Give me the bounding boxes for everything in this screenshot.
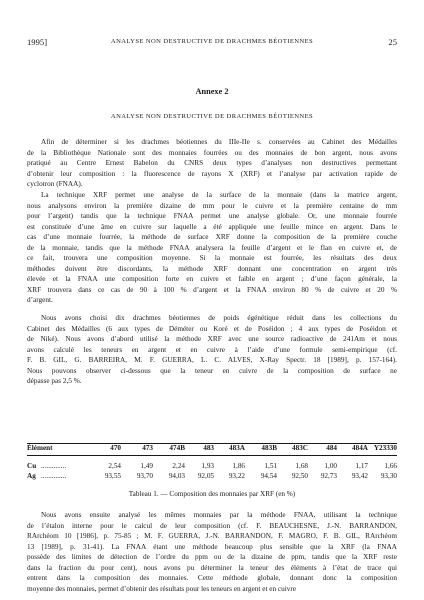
table-cell: 93,22	[228, 472, 245, 480]
leader-dots: ..............	[41, 462, 67, 470]
leader-dots: ..............	[41, 472, 67, 480]
row-label: Cu	[27, 462, 37, 470]
text-line: Nous avons ensuite analysé les mêmes monnaies par la méthode FNAA, utilisant la technique	[41, 511, 397, 519]
text-line: d’argent.	[27, 296, 53, 305]
text-line: dans la fraction du pour cent), nous avons pu déterminer la teneur des éléments à l’état de trace qui	[27, 563, 397, 572]
paragraph-4	[27, 510, 397, 594]
table-cell: 2,54	[108, 462, 121, 470]
text-line: entrent dans la composition des monnaies. Cette méthode globale, donnant donc la composition	[27, 574, 397, 583]
text-line: est constituée d’une âme en cuivre sur laquelle a été appliquée une feuille mince en argent. Dans le	[27, 222, 397, 231]
table-cell: 93,42	[351, 472, 368, 480]
table-cell: 1,51	[264, 462, 277, 470]
annex-title: Annexe 2	[195, 87, 229, 96]
table-row	[27, 462, 397, 472]
running-header-year: 1995]	[27, 37, 48, 47]
table-column-header: Y23330	[373, 444, 397, 452]
text-line: avons calculé les teneurs en argent et en cuivre à l’aide d’une formule semi-empirique (cf.	[27, 345, 397, 354]
text-line: cyclotron (FNAA).	[27, 180, 83, 189]
table-cell: 1,66	[384, 462, 397, 470]
text-line: 13 [1989], p. 31-41). La FNAA étant une méthode beaucoup plus sensible que la XRF (la FNAA	[27, 542, 397, 551]
text-line: dépasse pas 2,5 %.	[27, 377, 82, 386]
row-label: Ag	[27, 472, 36, 480]
table-row	[27, 472, 397, 482]
text-line: La technique XRF permet une analyse de la surface de la monnaie (dans la matrice argent,	[41, 191, 397, 199]
table-column-header: 470	[110, 444, 121, 452]
table-cell: 1,93	[201, 462, 214, 470]
paragraph-1	[27, 137, 397, 190]
table-column-header: 474B	[169, 444, 185, 452]
text-line: RArchéom 10 [1986], p. 75-85 ; M. F. GUERRA, J.-N. BARRANDON, F. MAGRO, F. B. GIL, RArchéom	[27, 532, 397, 541]
text-line: d’obtenir leur composition : la fluorescence de rayons X (XRF) et l’analyse par activation rapide de	[27, 169, 397, 178]
table-column-header: 484A	[352, 444, 368, 452]
table-column-header: 483B	[261, 444, 277, 452]
text-line: F. B. GIL, G. BARREIRA, M. F. GUERRA, L. C. ALVES, X-Ray Spectr. 18 [1989], p. 157-164).	[27, 356, 397, 365]
table-cell: 1,86	[232, 462, 245, 470]
paragraph-2	[27, 190, 397, 306]
paragraph-3	[27, 313, 397, 387]
text-line: de l’étalon interne pour le calcul de leur composition (cf. F. BEAUCHESNE, J.-N. BARRANDON,	[27, 521, 397, 530]
table-column-header: 484	[326, 444, 337, 452]
table-cell: 94,54	[260, 472, 277, 480]
text-line: pour l’argent) tandis que la technique FNAA permet une analyse globale. Or, une monnaie fourrée	[27, 212, 397, 221]
text-line: XRF trouvera dans ce cas de 90 à 100 % d’argent et la FNAA environ 80 % de cuivre et 20 %	[27, 285, 397, 294]
text-line: nous analysons environ la première dizaine de mm pour le cuivre et la première centaine de mm	[27, 201, 397, 210]
table-cell: 1,00	[324, 462, 337, 470]
table-column-header: 483	[203, 444, 214, 452]
text-line: pratiqué au Centre Ernest Babelon du CNRS deux types d’analyses non destructives permettant	[27, 159, 397, 168]
table-cell: 1,17	[355, 462, 368, 470]
text-line: de Niké). Nous avons d’abord utilisé la méthode XRF avec une source radioactive de 241Am et nous	[27, 335, 397, 344]
table-column-header: 473	[142, 444, 153, 452]
table-header-row	[27, 444, 397, 454]
text-line: Nous pouvons observer ci-dessous que la teneur en cuivre de la composition de surface ne	[27, 366, 397, 375]
text-line: moyenne des monnaies, permet d’obtenir des résultats pour les teneurs en argent et en cuivre	[27, 584, 297, 593]
text-line: Nous avons choisi dix drachmes béotiennes de poids égénétique réduit dans les collections du	[41, 314, 397, 322]
table-column-header: 483C	[292, 444, 308, 452]
text-line: ce fait, trouvera une composition moyenne. Si la monnaie est fourrée, les résultats des deux	[27, 254, 397, 263]
page-number: 25	[388, 37, 397, 47]
text-line: de la Bibliothèque Nationale sont des monnaies fourrées ou des monnaies de bon argent, nous avons	[27, 148, 397, 157]
table-cell: 2,24	[172, 462, 185, 470]
table-cell: 93,55	[104, 472, 121, 480]
running-header	[27, 37, 397, 49]
table-cell: 1,49	[140, 462, 153, 470]
text-line: méthodes doivent être discordants, la méthode XRF donnant une concentration en argent très	[27, 264, 397, 273]
table-cell: 92,05	[197, 472, 214, 480]
text-line: Cabinet des Médailles (6 aux types de Déméter ou Koré et de Poséidon ; 4 aux types de Poséidon et	[27, 324, 397, 333]
table-caption: Tableau 1. — Composition des monnaies par XRF (en %)	[128, 490, 296, 498]
running-header-title: ANALYSE NON DESTRUCTIVE DE DRACHMES BÉOTIENNES	[110, 38, 314, 45]
table-cell: 1,68	[295, 462, 308, 470]
text-line: Afin de déterminer si les drachmes béotiennes du IIIe-IIe s. conservées au Cabinet des Médailles	[41, 138, 397, 146]
text-line: possède des limites de détection de l’ordre du ppm ou de la dizaine de ppm, tandis que la XRF reste	[27, 553, 397, 562]
table-cell: 92,73	[320, 472, 337, 480]
table-column-header: 483A	[229, 444, 245, 452]
table-cell: 93,30	[380, 472, 397, 480]
table-header-rule	[27, 455, 397, 456]
text-line: de la monnaie, tandis que la méthode FNAA analysera la feuille d’argent et le flan en cuivre et, de	[27, 243, 397, 252]
table-cell: 93,70	[136, 472, 153, 480]
table-header-label: Élément	[27, 444, 53, 452]
text-line: élevée et la FNAA une composition forte en cuivre et faible en argent ; d’une façon générale, la	[27, 275, 397, 284]
text-line: cas d’une monnaie fourrée, la méthode de surface XRF donne la composition de la première couche	[27, 233, 397, 242]
annex-subtitle: ANALYSE NON DESTRUCTIVE DE DRACHMES BÉOTIENNES	[110, 113, 314, 120]
table-cell: 92,50	[291, 472, 308, 480]
table-cell: 94,03	[168, 472, 185, 480]
